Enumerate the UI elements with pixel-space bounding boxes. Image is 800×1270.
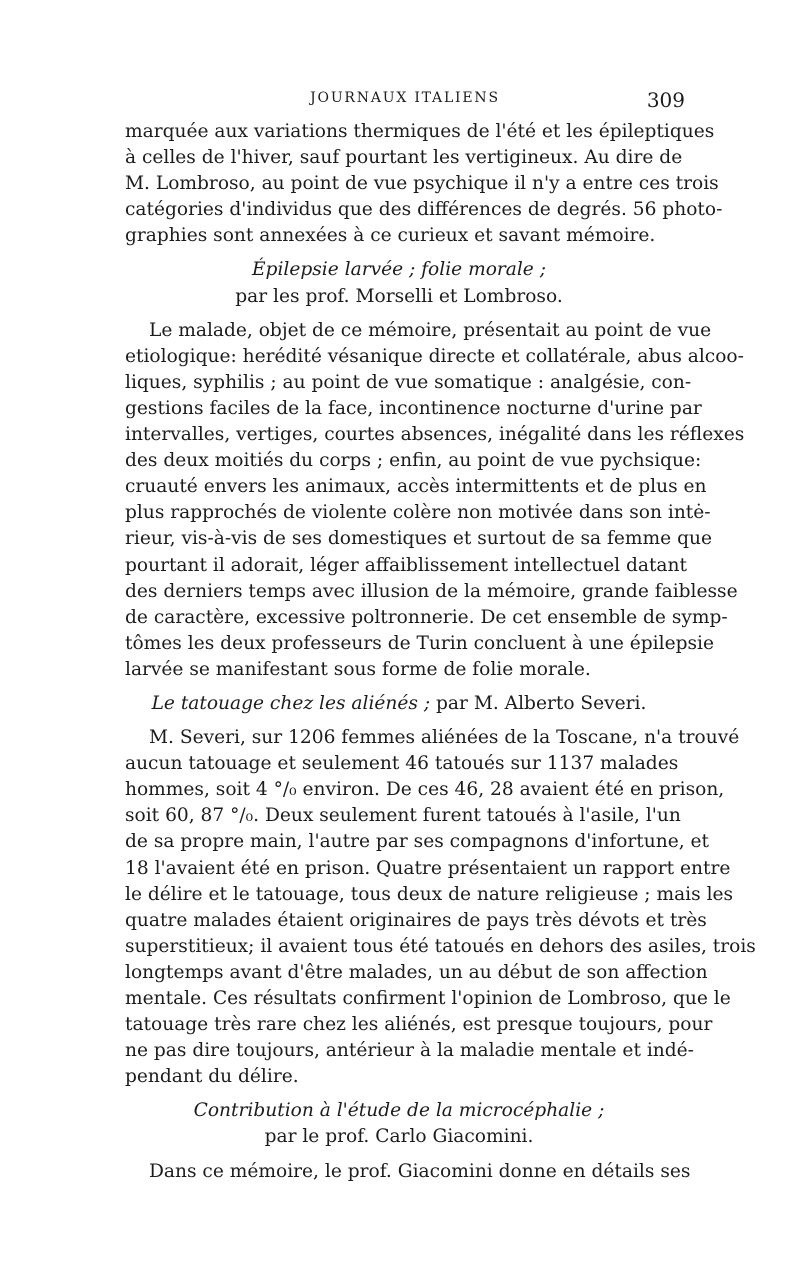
section-title-epilepsie: Épilepsie larvée ; folie morale ; [251,259,546,281]
page-number: 309 [646,88,685,112]
text-line: M. Severi, sur 1206 femmes aliénées de la Toscane, n'a trouvé [149,727,740,749]
text-line: aucun tatouage et seulement 46 tatoués sur 1137 malades [125,753,679,775]
text-line: mentale. Ces résultats confirment l'opinion de Lombroso, que le [125,988,731,1009]
text-line: Dans ce mémoire, le prof. Giacomini donne en détails ses [149,1160,691,1182]
paragraph-microcephalie [125,1159,691,1185]
section-title-microcephalie: Contribution à l'étude de la microcéphalie ; [193,1100,605,1122]
text-line: pendant du délire. [125,1066,299,1088]
section-heading-tatouage [125,691,673,717]
text-line: hommes, soit 4 °/₀ environ. De ces 46, 28 avaient été en prison, [125,779,725,801]
text-line: superstitieux; il avaient tous été tatoués en dehors des asiles, trois [125,935,756,957]
text-line: marquée aux variations thermiques de l'été et les épileptiques [125,121,715,142]
text-line: des deux moitiés du corps ; enfin, au point de vue pychsique: [125,450,702,472]
text-line: graphies sont annexées à ce curieux et savant mémoire. [125,225,656,247]
text-line: liques, syphilis ; au point de vue somatique : analgésie, con- [125,371,692,393]
section-byline-morselli-lombroso: par les prof. Morselli et Lombroso. [235,285,563,307]
text-line: longtemps avant d'être malades, un au début de son affection [125,961,708,983]
page-body [125,119,756,1185]
text-line: intervalles, vertiges, courtes absences, inégalité dans les réflexes [125,424,745,446]
text-line: M. Lombroso, au point de vue psychique il n'y a entre ces trois [125,173,719,195]
text-line: gestions faciles de la face, incontinence nocturne d'urine par [125,397,702,419]
text-line: plus rapprochés de violente colère non motivée dans son intė- [125,502,711,524]
text-line: tômes les deux professeurs de Turin concluent à une épilepsie [125,632,714,654]
text-line: tatouage très rare chez les aliénés, est presque toujours, pour [125,1014,713,1036]
text-line: Le malade, objet de ce mémoire, présentait au point de vue [149,319,712,341]
text-line: quatre malades étaient originaires de pays très dévots et très [125,909,707,931]
section-title-tatouage: Le tatouage chez les aliénés ; [151,692,431,714]
text-line: catégories d'individus que des différences de degrés. 56 photo- [125,199,723,221]
text-line: larvée se manifestant sous forme de folie morale. [125,658,591,680]
running-title: JOURNAUX ITALIENS [310,90,500,106]
text-line: à celles de l'hiver, sauf pourtant les vertigineux. Au dire de [125,147,683,169]
text-line: cruauté envers les animaux, accès intermittents et de plus en [125,476,707,498]
text-line: soit 60, 87 °/₀. Deux seulement furent tatoués à l'asile, l'un [125,805,681,827]
intro-paragraph [125,119,723,249]
text-line: ne pas dire toujours, antérieur à la maladie mentale et indé- [125,1040,694,1062]
text-line: le délire et le tatouage, tous deux de nature religieuse ; mais les [125,883,734,905]
running-head [125,88,685,114]
paragraph-tatouage [125,725,756,1090]
text-line: rieur, vis-à-vis de ses domestiques et surtout de sa femme que [125,528,712,550]
text-line: de caractère, excessive poltronnerie. De cet ensemble de symp- [125,606,728,628]
section-byline-giacomini: par le prof. Carlo Giacomini. [264,1126,534,1148]
text-line: 18 l'avaient été en prison. Quatre présentaient un rapport entre [125,857,731,879]
text-line: pourtant il adorait, léger affaiblissement intellectuel datant [125,554,687,576]
text-line: de sa propre main, l'autre par ses compagnons d'infortune, et [125,831,710,853]
text-line: etiologique: herédité vésanique directe et collatérale, abus alcoo- [125,345,744,367]
section-byline-severi: par M. Alberto Severi. [436,692,647,714]
text-line: des derniers temps avec illusion de la mémoire, grande faiblesse [125,580,738,602]
paragraph-epilepsie [125,318,745,683]
